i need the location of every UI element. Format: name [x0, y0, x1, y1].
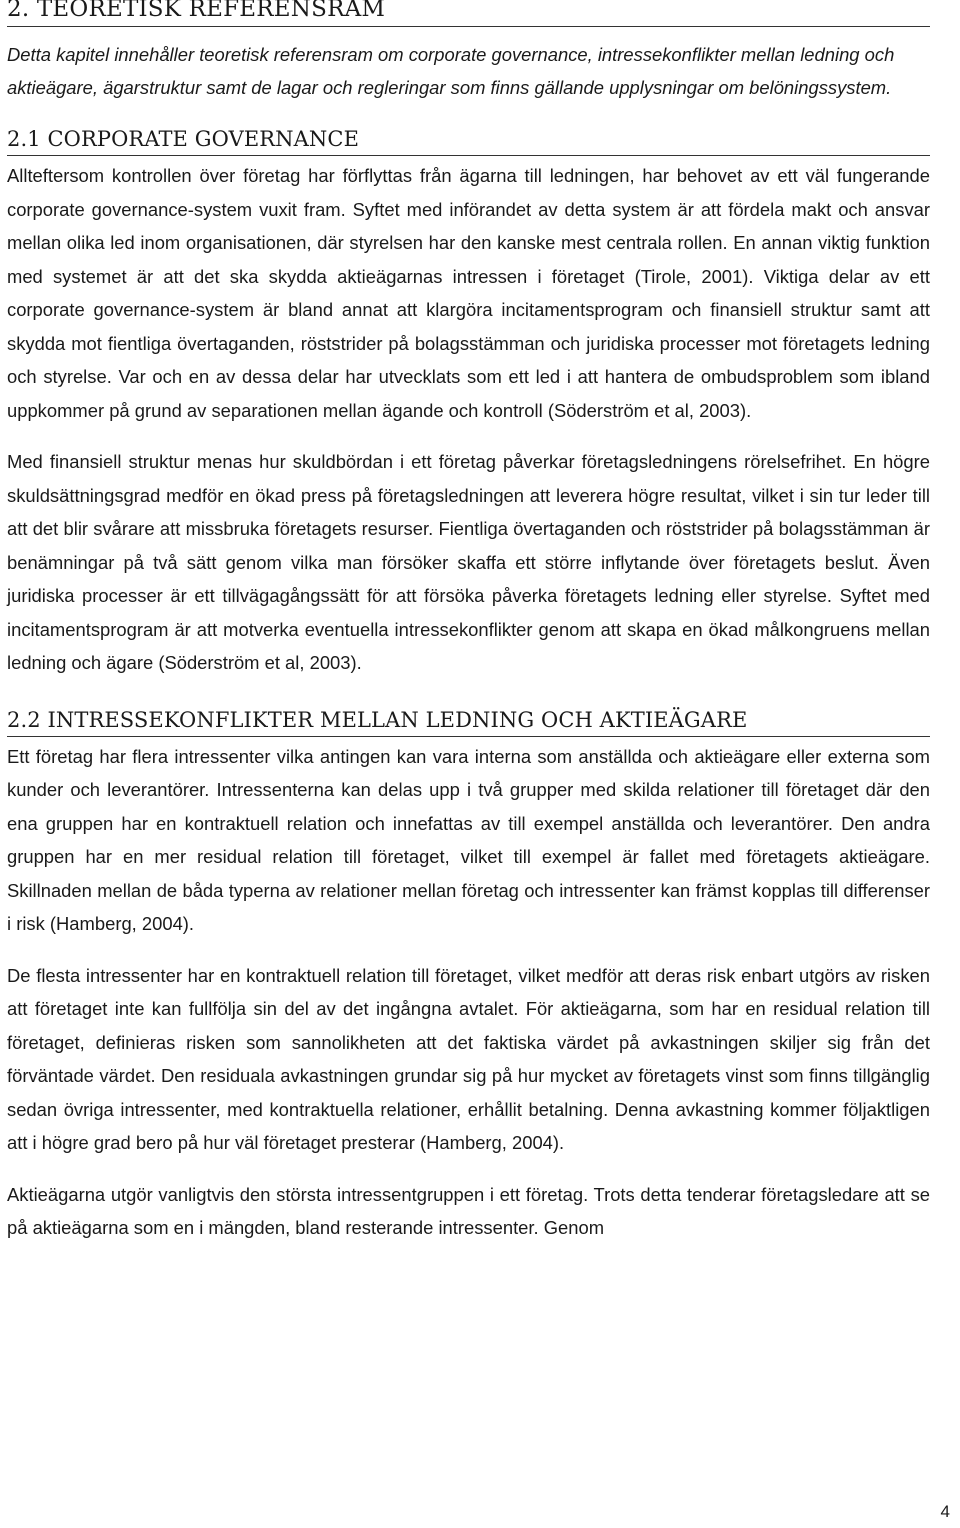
chapter-intro: Detta kapitel innehåller teoretisk referensram om corporate governance, intressekonflikter mellan ledning och aktieägare, ägarstruktur samt de lagar och regleringar som finns gällande upplysningar om belöningssystem.: [7, 44, 895, 99]
page-number: 4: [940, 1502, 950, 1521]
paragraph-corporate-governance-1: Allteftersom kontrollen över företag har förflyttas från ägarna till ledningen, har behovet av ett väl fungerande corporate governance-system vuxit fram. Syftet med införandet av detta system är att fördela makt och ansvar mellan olika led inom organisationen, där styrelsen har den kanske mest centrala rollen. En annan viktig funktion med systemet är att det ska skydda aktieägarnas intressen i företaget (Tirole, 2001). Viktiga delar av ett corporate governance-system är bland annat att klargöra incitamentsprogram och finansiell struktur samt att skydda mot fientliga övertaganden, röststrider på bolagsstämman och juridiska processer mot företagets ledning och styrelse. Var och en av dessa delar har utvecklats som ett led i att hantera de ombudsproblem som ibland uppkommer på grund av separationen mellan ägande och kontroll (Söderström et al, 2003).: [7, 165, 930, 421]
paragraph-intressekonflikter-1: Ett företag har flera intressenter vilka antingen kan vara interna som anställda och aktieägare eller externa som kunder och leverantörer. Intressenterna kan delas upp i två grupper med skilda relationer till företaget där den ena gruppen har en kontraktuell relation och innefattas av till exempel anställda och leverantörer. Den andra gruppen har en mer residual relation till företaget, vilket till exempel är fallet med företagets aktieägare. Skillnaden mellan de båda typerna av relationer mellan företag och intressenter kan främst kopplas till differenser i risk (Hamberg, 2004).: [7, 745, 930, 935]
paragraph-intressekonflikter-2: De flesta intressenter har en kontraktuell relation till företaget, vilket medför att deras risk enbart utgörs av risken att företaget inte kan fullfölja sin del av det ingångna avtalet. För aktieägarna, som har en residual relation till företaget, definieras risken som sannolikheten att det faktiska värdet på avkastningen skiljer sig från det förväntade värdet. Den residuala avkastningen grundar sig på hur mycket av företagets vinst som finns tillgänglig sedan övriga intressenter, med kontraktuella relationer, erhållit betalning. Denna avkastning kommer följaktligen att i högre grad bero på hur väl företaget presterar (Hamberg, 2004).: [7, 964, 930, 1154]
document-page: [7, 0, 930, 1245]
paragraph-intressekonflikter-3: Aktieägarna utgör vanligtvis den största intressentgruppen i ett företag. Trots detta tenderar företagsledare att se på aktieägarna som en i mängden, bland resterande intressenter. Genom: [7, 1183, 930, 1239]
paragraph-corporate-governance-2: Med finansiell struktur menas hur skuldbördan i ett företag påverkar företagsledningens rörelsefrihet. En högre skuldsättningsgrad medför en ökad press på företagsledningen att leverera högre resultat, vilket i sin tur leder till att det blir svårare att missbruka företagets resurser. Fientliga övertaganden och röststrider på bolagsstämman är benämningar på två sätt genom vilka man försöker skaffa ett större inflytande över företagets beslut. Även juridiska processer är ett tillvägagångssätt för att försöka påverka företagets ledning eller styrelse. Syftet med incitamentsprogram är att motverka eventuella intressekonflikter genom att skapa en ökad målkongruens mellan ledning och ägare (Söderström et al, 2003).: [7, 451, 930, 674]
chapter-title: 2. TEORETISK REFERENSRAM: [7, 0, 930, 27]
section-heading-corporate-governance: 2.1 CORPORATE GOVERNANCE: [7, 125, 930, 156]
section-heading-intressekonflikter: 2.2 INTRESSEKONFLIKTER MELLAN LEDNING OCH AKTIEÄGARE: [7, 706, 930, 737]
